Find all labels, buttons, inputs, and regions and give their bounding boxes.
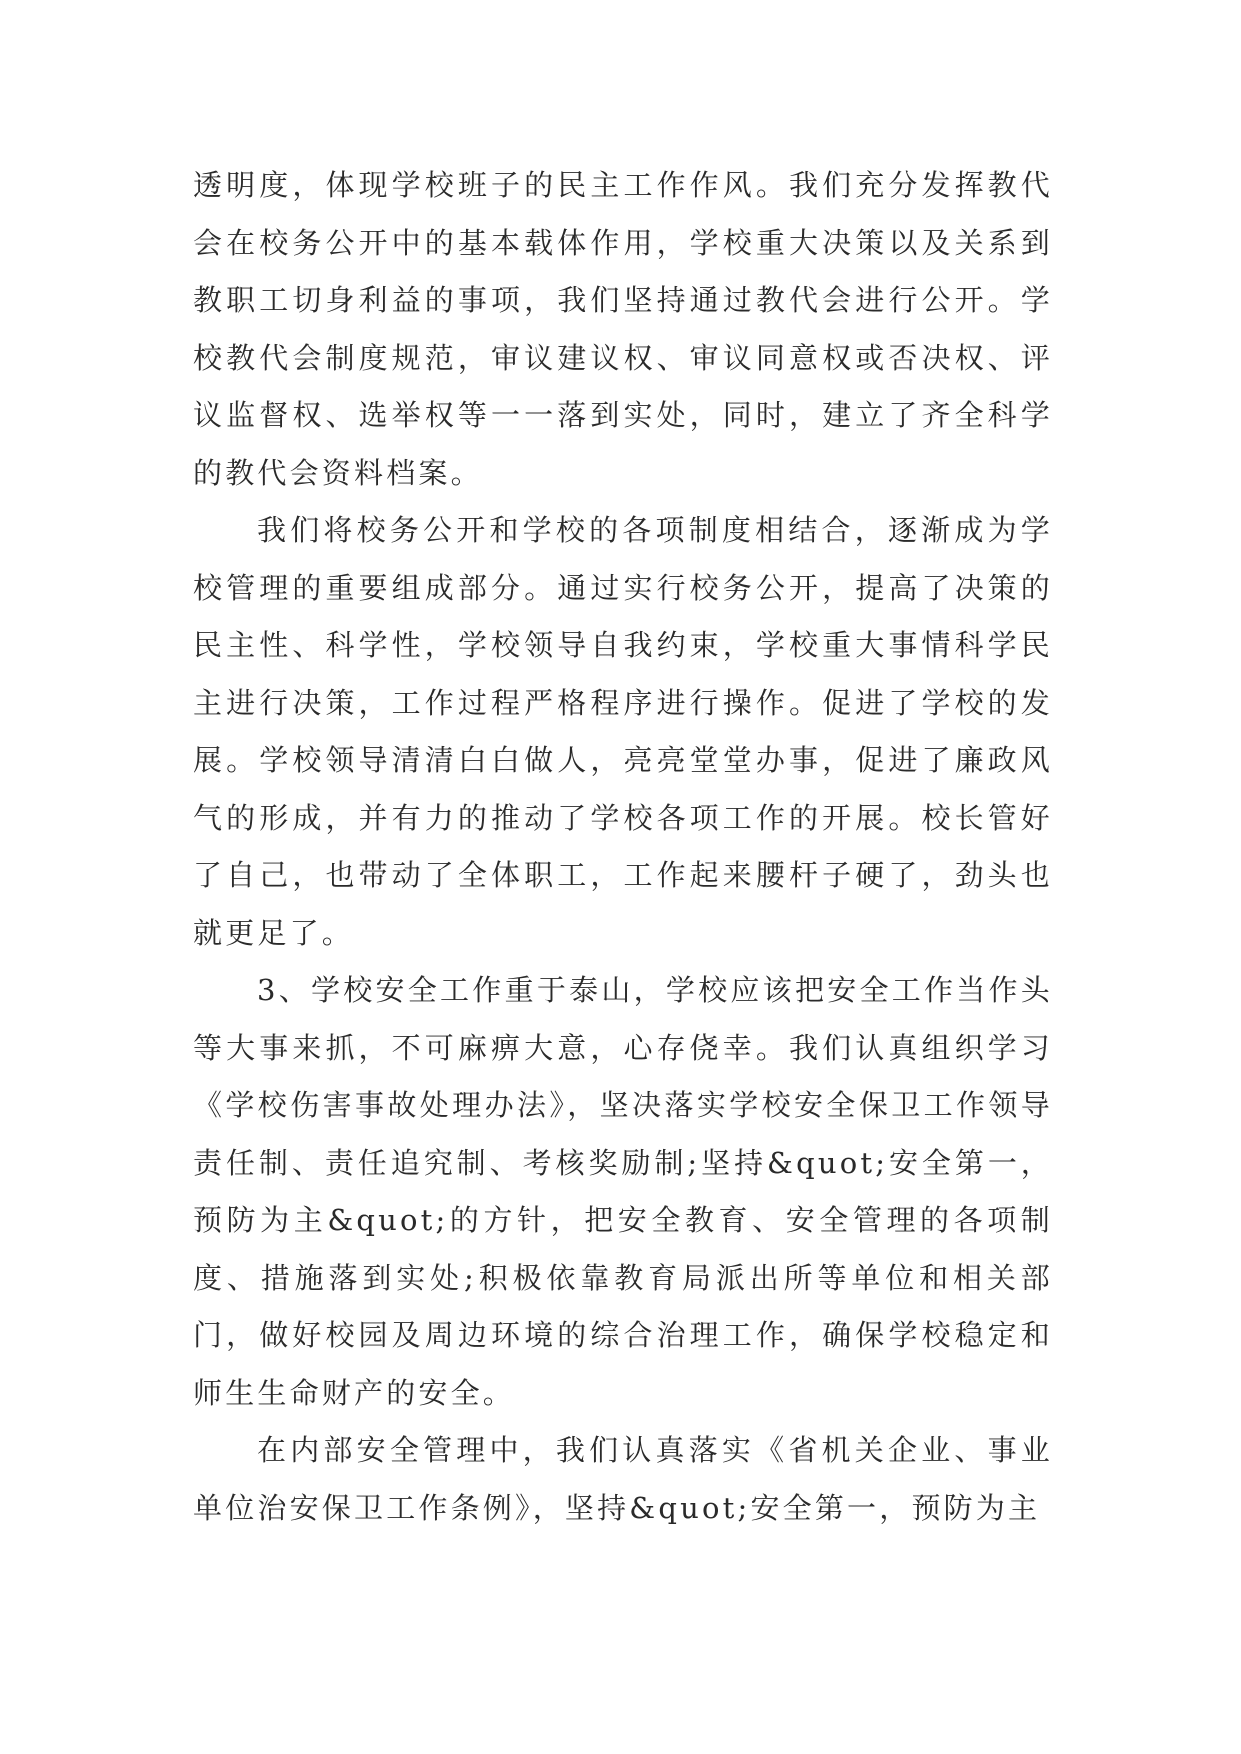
paragraph-continued: 透明度，体现学校班子的民主工作作风。我们充分发挥教代会在校务公开中的基本载体作用，学校重大决策以及关系到教职工切身利益的事项，我们坚持通过教代会进行公开。学校教代会制度规范，审议建议权、审议同意权或否决权、评议监督权、选举权等一一落到实处，同时，建立了齐全科学的教代会资料档案。 bbox=[193, 168, 1053, 490]
paragraph-school-affairs: 我们将校务公开和学校的各项制度相结合，逐渐成为学校管理的重要组成部分。通过实行校务公开，提高了决策的民主性、科学性，学校领导自我约束，学校重大事情科学民主进行决策，工作过程严格程序进行操作。促进了学校的发展。学校领导清清白白做人，亮亮堂堂办事，促进了廉政风气的形成，并有力的推动了学校各项工作的开展。校长管好了自己，也带动了全体职工，工作起来腰杆子硬了，劲头也就更足了。 bbox=[193, 513, 1053, 950]
paragraph-safety-work: 3、学校安全工作重于泰山，学校应该把安全工作当作头等大事来抓，不可麻痹大意，心存侥幸。我们认真组织学习《学校伤害事故处理办法》，坚决落实学校安全保卫工作领导责任制、责任追究制、考核奖励制;坚持&quot;安全第一，预防为主&quot;的方针，把安全教育、安全管理的各项制度、措施落到实处;积极依靠教育局派出所等单位和相关部门，做好校园及周边环境的综合治理工作，确保学校稳定和师生生命财产的安全。 bbox=[193, 973, 1053, 1410]
paragraph-internal-safety: 在内部安全管理中，我们认真落实《省机关企业、事业单位治安保卫工作条例》，坚持&quot;安全第一，预防为主 bbox=[193, 1433, 1053, 1525]
document-page bbox=[193, 157, 1053, 1537]
